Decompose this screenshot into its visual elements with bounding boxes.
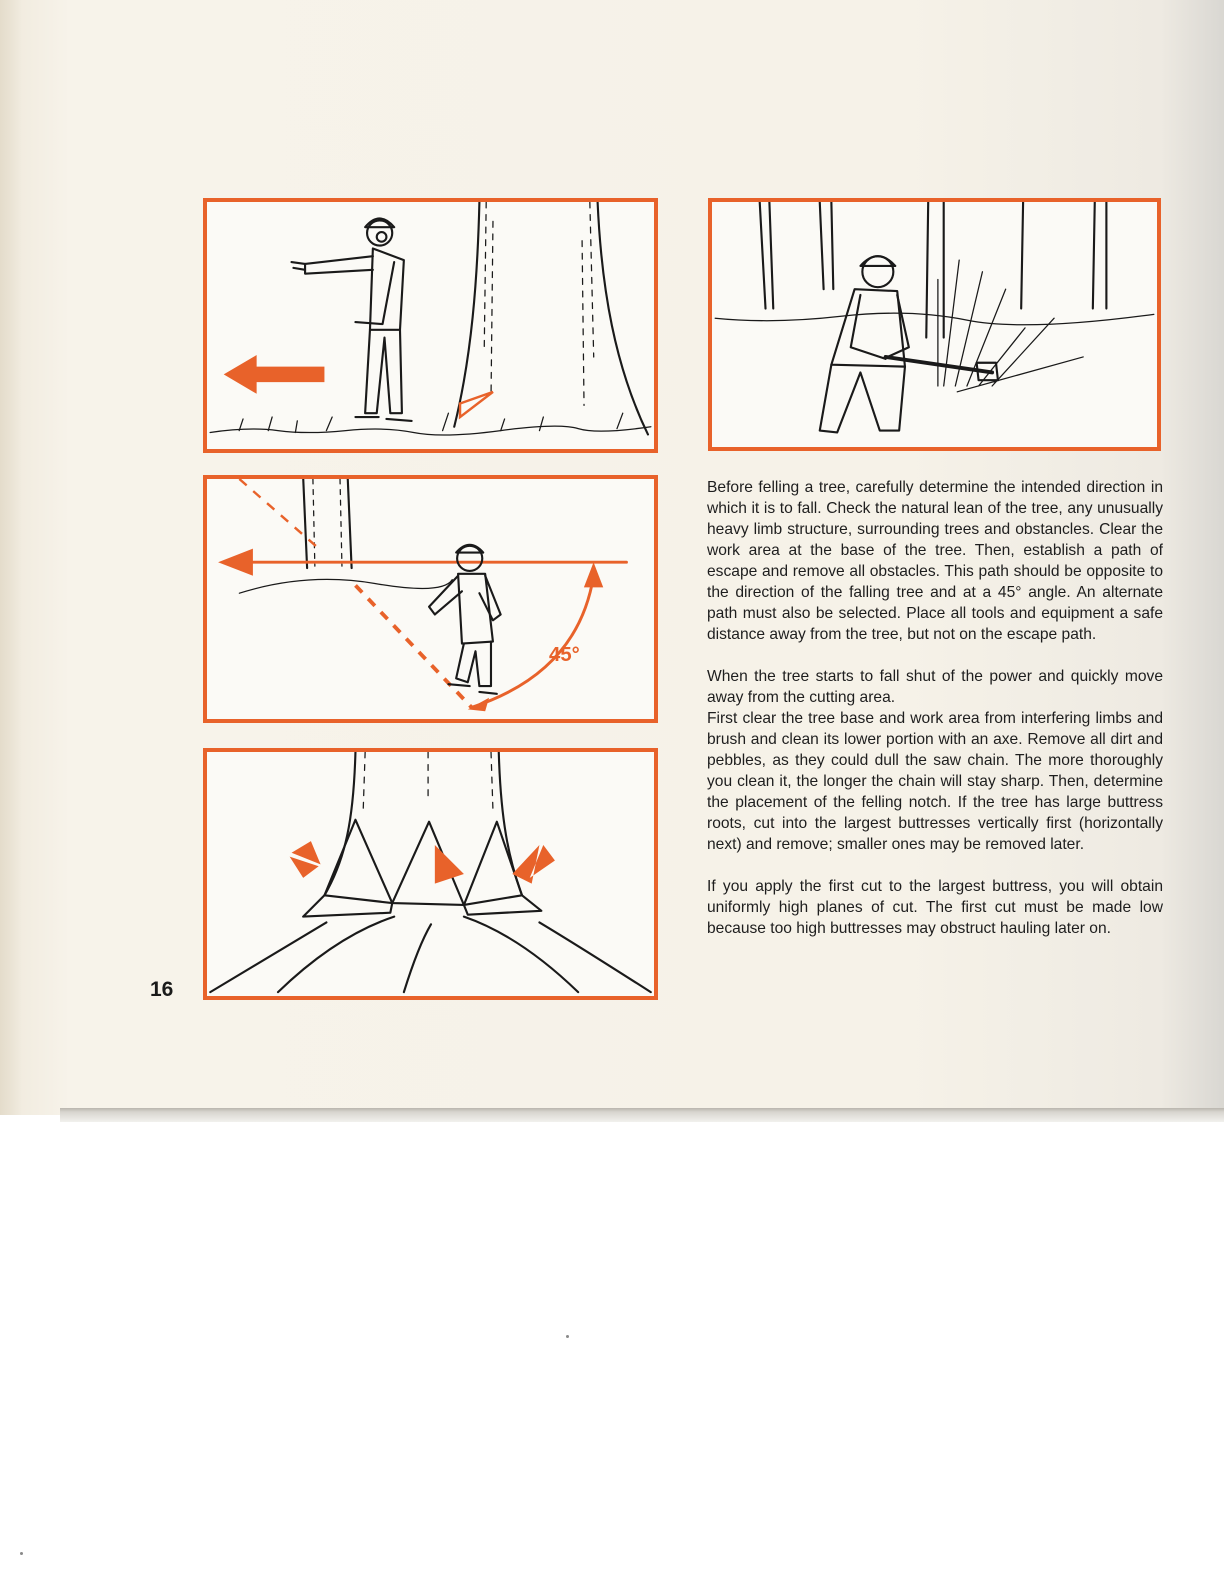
illustration-clearing-brush	[708, 198, 1161, 451]
paragraph-tree-falls: When the tree starts to fall shut of the power and quickly move away from the cutting area.	[707, 668, 1163, 706]
paragraph-felling-direction: Before felling a tree, carefully determine the intended direction in which it is to fall. Check the natural lean of the tree, any unusually heavy limb structure, surrounding trees and obstancles. Clear the work area at the base of the tree. Then, establish a path of escape and remove all obstacles. This path should be opposite to the direction of the falling tree and at a 45° angle. An alternate path must also be selected. Place all tools and equipment a safe distance away from the tree, but not on the escape path.	[707, 479, 1163, 643]
angle-label: 45°	[549, 643, 580, 666]
paragraph-clear-base: First clear the tree base and work area from interfering limbs and brush and clean its lower portion with an axe. Remove all dirt and pebbles, as they could dull the saw chain. The more thoroughly you clean it, the longer the chain will stay sharp. Then, determine the placement of the felling notch. If the tree has large buttress roots, cut into the largest buttresses vertically first (horizontally next) and remove; smaller ones may be removed later.	[707, 710, 1163, 853]
page-edge-shadow	[60, 1108, 1224, 1122]
buttress-roots-drawing	[207, 752, 654, 996]
paragraph-buttress-cut: If you apply the first cut to the largest buttress, you will obtain uniformly high planes of cut. The first cut must be made low because too high buttresses may obstruct hauling later on.	[707, 878, 1163, 937]
clearing-brush-drawing	[712, 202, 1157, 447]
illustration-direction-of-fall	[203, 198, 658, 453]
escape-path-drawing	[207, 479, 654, 719]
illustration-buttress-roots	[203, 748, 658, 1000]
scan-speck	[566, 1335, 569, 1338]
illustration-escape-path	[203, 475, 658, 723]
page-number: 16	[150, 978, 174, 1001]
direction-of-fall-drawing	[207, 202, 654, 449]
page-spine-shading	[0, 0, 22, 1115]
body-text	[707, 477, 1163, 939]
scan-speck	[20, 1552, 23, 1555]
